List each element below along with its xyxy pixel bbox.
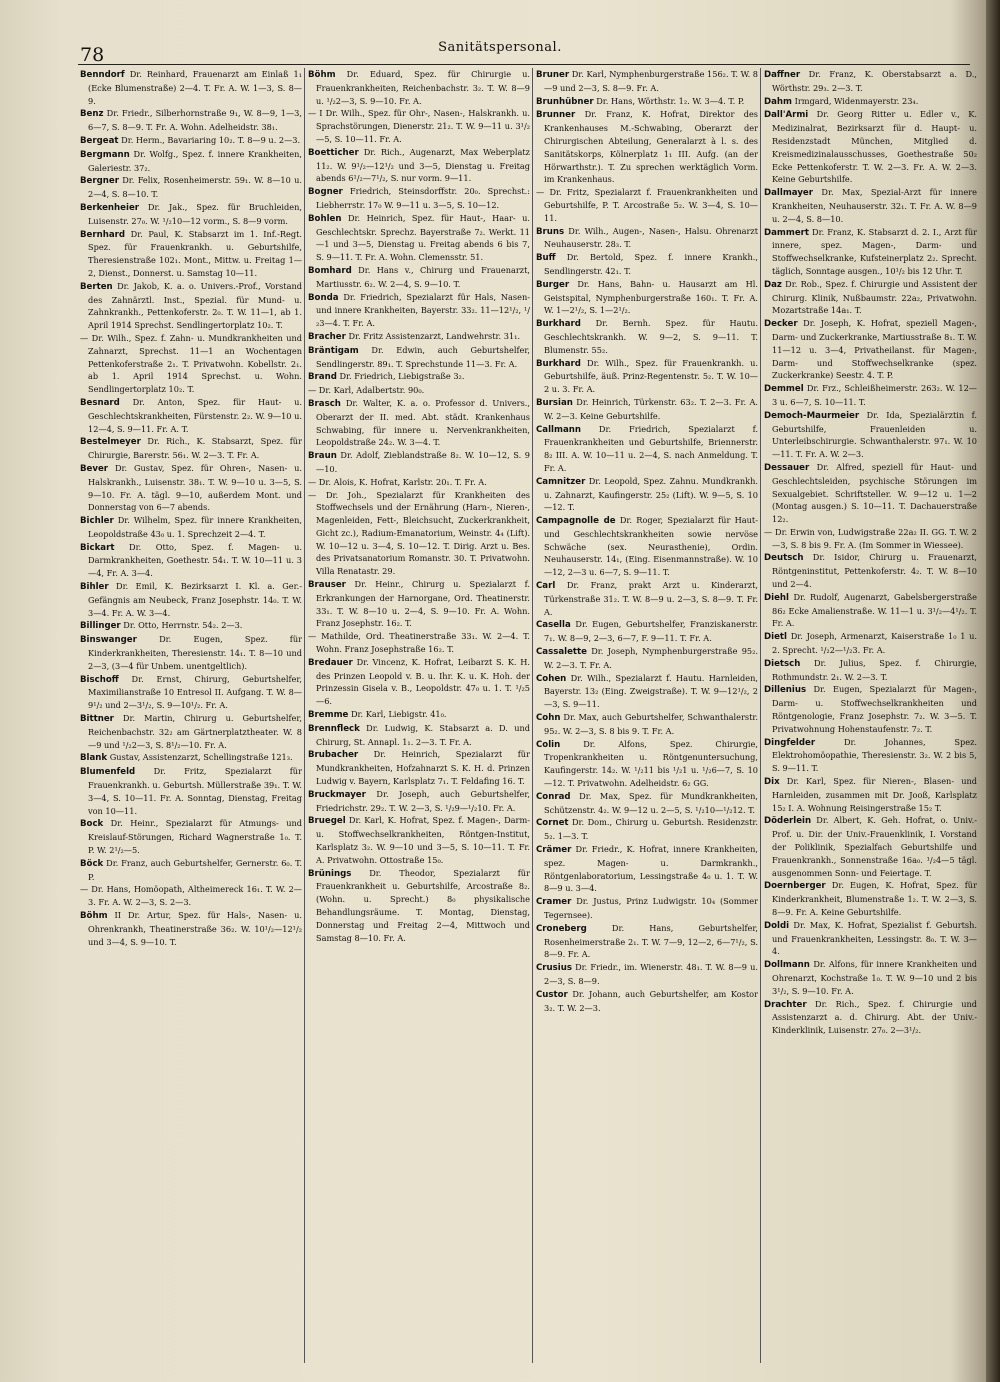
directory-entry [536,475,758,514]
entry-text: Dr. Heinrich, Spezialarzt für Mundkrankheiten, Hofzahnarzt S. K. H. d. Prinzen Ludwig v. Bayern, Karlsplatz 7₁. T. Feldafing 16. T. [316,749,530,787]
directory-entry [308,264,530,291]
entry-name: Blumenfeld [80,767,136,778]
entry-text: Dr. Rich., Spez. f. Chirurgie und Assistenzarzt a. d. Chirurg. Abt. der Univ.-Kinderklinik, Luisenstr. 27₀. 2—3¹/₂. [772,998,977,1036]
directory-entry [80,909,302,948]
entry-text: Dr. Felix, Rosenheimerstr. 59₁. W. 8—10 u. 2—4, S. 8—10. T. [88,175,302,200]
directory-entry [308,68,530,107]
entry-name: Dessauer [764,462,810,473]
entry-text: Dr. Dom., Chirurg u. Geburtsh. Residenzstr. 5₂. 1—3. T. [544,817,758,842]
directory-column-3 [536,68,758,1368]
directory-entry [80,332,302,396]
directory-entry [764,95,977,109]
entry-text: — Dr. Wilh., Spez. f. Zahn- u. Mundkrankheiten und Zahnarzt, Sprechst. 11—1 an Wochentagen Pettenkoferstraße 2₁. T. Privatwohn. Kobellstr. 2₁. ab 1. April 1914 Sprechst. u. Wohn. Sendlingertorplatz 10₂. T. [80,332,302,395]
entry-text: — Dr. Alois, K. Hofrat, Karlstr. 20₁. T. Fr. A. [308,476,487,487]
column-divider [760,68,761,1363]
entry-name: Dillenius [764,685,807,696]
directory-entry [536,711,758,738]
entry-name: Brand [308,372,337,383]
entry-text: Dr. Johannes, Spez. Elektrohomöopathie, Theresienstr. 3₂. W. 2 bis 5, S. 9—11. T. [772,736,977,774]
entry-text: Dr. Hans, Geburtshelfer, Rosenheimerstraße 2₁. T. W. 7—9, 12—2, 6—7¹/₂, S. 8—9. Fr. A. [544,922,758,960]
directory-entry [80,280,302,332]
entry-name: Brubacher [308,750,359,761]
entry-name: Conrad [536,791,571,802]
entry-name: Decker [764,319,798,330]
entry-name: Drachter [764,999,807,1010]
directory-entry [764,683,977,735]
directory-entry [80,619,302,633]
entry-text: Dr. Friedr., Silberhornstraße 9₁, W. 8—9, 1—3, 6—7, S. 8—9. T. Fr. A. Wohn. Adelheidstr. 38₁. [88,108,302,133]
entry-text: Dr. Alfred, speziell für Haut- und Geschlechtsleiden, psychische Störungen im Sexualgebiet. Schriftsteller. W. 9—12 u. 1—2 (Montag ausgen.) S. 10—11. T. Dachauerstraße 12₂. [772,461,977,525]
directory-entry [308,449,530,476]
entry-name: Brauser [308,580,346,591]
entry-name: Bergeat [80,135,119,146]
directory-entry [536,618,758,645]
entry-text: Dr. Fritz, Spezialarzt für Frauenkrankh. u. Geburtsh. Müllerstraße 39₁. T. W. 3—4, S. 10—11. Fr. A. Sonntag, Dienstag, Freitag von 10—11. [88,766,302,816]
entry-text: — Dr. Karl, Adalbertstr. 90₀. [308,385,425,396]
directory-entry [308,656,530,708]
entry-text: Dr. Joseph, Armenarzt, Kaiserstraße 1₀ 1 u. 2. Sprecht. ¹/₂2—¹/₂3. Fr. A. [772,631,977,656]
entry-text: Dr. Wilh., Spezialarzt f. Hautu. Harnleiden, Bayerstr. 13₂ (Eing. Zweigstraße). T. W. 9—12¹/₂, 2—3, S. 9—11. [544,672,758,710]
entry-name: Dingfelder [764,737,816,748]
directory-entry [536,922,758,961]
entry-name: Dall'Armi [764,110,809,121]
entry-name: Böhm [80,911,108,921]
entry-text: Dr. Adolf, Zieblandstraße 8₂. W. 10—12, S. 9—10. [316,450,530,474]
directory-entry [764,775,977,814]
entry-text: Dr. Joseph, K. Hofrat, speziell Magen-, Darm- und Zuckerkranke, Martiusstraße 8₁. T. W. 11—12 u. 3—4, Privatheilanst. für Magen-, Darm- und Stoffwechselkranke (spez. Zuckerkranke) Seestr. 4. T. P. [772,318,977,381]
directory-entry [764,317,977,382]
entry-name: Braun [308,451,337,462]
entry-name: Dix [764,777,780,788]
entry-text: Dr. Ida, Spezialärztin f. Geburtshilfe, Frauenleiden u. Unterleibschirurgie. Schwanthalerstr. 97₁. W. 10—11. T. Fr. A. W. 2—3. [772,409,977,460]
directory-entry [308,814,530,866]
entry-text: Dr. Alfons, Spez. Chirurgie, Tropenkrankheiten u. Röntgenuntersuchung, Kaufingerstr. 14₂. W. ¹/₂11 bis ¹/₂1 u. ¹/₂6—7, S. 10—12. T. Privatwohn. Adelheidstr. 6₂ GG. [544,738,758,789]
entry-text: Dr. Roger, Spezialarzt für Haut- und Geschlechtskrankheiten sowie nervöse Schwäche (sex. Neurasthenie), Ordin. Neuhauserstr. 14₁, (Eing. Eisenmannstraße). W. 10—12, 2—3 u. 6—7, S. 9—11. T. [544,515,758,578]
directory-entry [308,212,530,264]
entry-text: Dr. Max, auch Geburtshelfer, Schwanthalerstr. 95₂. W. 2—3, S. 8 bis 9. T. Fr. A. [544,712,758,736]
entry-text: Dr. Otto, Spez. f. Magen- u. Darmkrankheiten, Goethestr. 54₁. T. W. 10—11 u. 3—4, Fr. A. 3—4. [88,541,302,579]
entry-name: Brunner [536,110,576,121]
directory-entry [308,489,530,579]
entry-name: Bihler [80,582,109,593]
entry-text: Dr. Eugen, K. Hofrat, Spez. für Kinderkrankheit, Blumenstraße 1₂. T. W. 2—3, S. 8—9. Fr. A. Keine Geburtshilfe. [772,880,977,917]
entry-name: Doernberger [764,881,826,892]
entry-name: Brennfleck [308,723,360,734]
entry-text: Dr. Walter, K. a. o. Professor d. Univers., Oberarzt der II. med. Abt. städt. Krankenhaus Schwabing, für innere u. Nervenkrankheiten, Leopoldstraße 24₂. W. 3—4. T. [316,397,530,448]
entry-name: Camnitzer [536,476,586,487]
entry-text: Dr. Joseph, auch Geburtshelfer, Friedrichstr. 29₂. T. W. 2—3, S. ¹/₂9—¹/₂10. Fr. A. [316,788,530,813]
entry-text: Dr. Otto, Herrnstr. 54₂. 2—3. [123,620,243,631]
directory-entry [764,657,977,684]
page-number: 78 [80,44,105,66]
entry-name: Doldi [764,920,790,931]
entry-text: Dr. Edwin, auch Geburtshelfer, Sendlingerstr. 89₁. T. Sprechstunde 11—3. Fr. A. [316,344,530,369]
directory-column-4 [764,68,977,1368]
entry-text: Dr. Rob., Spez. f. Chirurgie und Assistent der Chirurg. Klinik, Nußbaumstr. 22a₂, Privatwohn. Mozartstraße 14a₁. T. [772,278,977,316]
directory-entry [308,344,530,371]
entry-text: Dr. Bertold, Spez. f. innere Krankh., Sendlingerstr. 42₁. T. [544,252,758,276]
directory-entry [308,397,530,449]
entry-text: Dr. Rich., K. Stabsarzt, Spez. für Chirurgie, Barerstr. 56₁. W. 2—3. T. Fr. A. [88,436,302,461]
entry-text: Dr. Paul, K. Stabsarzt im 1. Inf.-Regt. Spez. für Frauenkrankh. u. Geburtshilfe, Theresienstraße 102₁. Mont., Mittw. u. Freitag 1—2, Dienst., Donnerst. u. Samstag 10—11. [88,228,302,278]
entry-text: Dr. Karl, K. Hofrat, Spez. f. Magen-, Darm- u. Stoffwechselkrankheiten, Röntgen-Institut, Karlsplatz 3₂. W. 9—10 und 3—5, S. 10—11. T. Fr. A. Privatwohn. Ottostraße 15₀. [316,815,530,865]
directory-entry [764,68,977,95]
directory-entry [80,396,302,435]
entry-text: Dr. Reinhard, Frauenarzt am Einlaß 1₁ (Ecke Blumenstraße) 2—4. T. Fr. A. W. 1—3, S. 8—9. [88,69,302,106]
directory-entry [308,630,530,656]
entry-text: Dr. Heinr., Chirurg u. Spezialarzt f. Erkrankungen der Harnorgane, Ord. Theatinerstr. 33₁. T. W. 8—10 u. 2—4, S. 9—10. Fr. A. Wohn. Franz Josephstr. 16₂. T. [316,579,530,629]
entry-name: Cohen [536,673,567,684]
entry-text: Dr. Georg Ritter u. Edler v., K. Medizinalrat, Bezirksarzt für d. Haupt- u. Residenzstadt München, Mitglied d. Kreismedizinalausschusses, Goethestraße 50₂ Ecke Pettenkoferstr. T. W. 2—3. Fr. A. W. 2—3. Keine Geburtshilfe. [772,109,977,185]
directory-entry [764,551,977,590]
entry-text: Dr. Max, K. Hofrat, Spezialist f. Geburtsh. und Frauenkrankheiten, Lessingstr. 8₀. T. W. 3—4. [772,919,977,957]
directory-entry [536,672,758,711]
entry-name: Bruckmayer [308,789,366,800]
entry-text: Dr. Joseph, Nymphenburgerstraße 95₂. W. 2—3. T. Fr. A. [544,646,758,670]
entry-name: Bracher [308,331,346,342]
directory-entry [80,201,302,228]
directory-entry [80,107,302,134]
entry-name: Dollmann [764,960,810,971]
entry-name: Berkenheier [80,202,140,213]
entry-name: Boetticher [308,147,359,158]
entry-name: Döderlein [764,816,812,827]
directory-entry [308,748,530,787]
directory-entry [308,578,530,630]
directory-column-2 [308,68,530,1368]
entry-name: Böck [80,858,104,869]
entry-text: Dr. Julius, Spez. f. Chirurgie, Rothmundstr. 2₁. W. 2—3. T. [772,657,977,682]
entry-name: Diehl [764,592,789,603]
directory-entry [308,107,530,145]
directory-entry [536,396,758,423]
entry-name: Campagnolle de [536,516,616,527]
entry-text: Dr. Friedr., im. Wienerstr. 48₁. T. W. 8—9 u. 2—3, S. 8—9. [544,962,758,986]
directory-entry [308,146,530,185]
directory-entry [536,186,758,224]
entry-name: Blank [80,753,108,764]
directory-entry [308,291,530,330]
entry-text: Dr. Martin, Chirurg u. Geburtshelfer, Reichenbachstr. 32₂ am Gärtnerplatztheater. W. 8—9 und ¹/₂2—3, S. 8¹/₂—10. Fr. A. [88,713,302,750]
entry-text: Dr. Karl, Nymphenburgerstraße 156₂. T. W. 8—9 und 2—3, S. 8—9. Fr. A. [544,69,758,93]
directory-entry [80,462,302,514]
entry-name: Binswanger [80,635,137,646]
directory-entry [308,384,530,397]
entry-name: Bestelmeyer [80,437,141,448]
entry-name: Casella [536,620,571,631]
entry-name: Deutsch [764,553,804,564]
directory-entry [308,476,530,489]
entry-text: Dr. Vincenz, K. Hofrat, Leibarzt S. K. H. des Prinzen Leopold v. B. u. Ihr. K. u. K. Hoh. der Prinzessin Gisela v. B., Leopoldstr. 47₀ u. 1. T. ¹/₂5—6. [316,656,530,707]
directory-entry [764,736,977,775]
entry-name: Bohlen [308,213,342,224]
entry-text: Dr. Wolfg., Spez. f. innere Krankheiten, Galeriestr. 37₂. [88,148,302,173]
column-divider [532,68,533,1363]
entry-text: Dr. Rich., Augenarzt, Max Weberplatz 11₂. W. 9¹/₂—12¹/₂ und 3—5, Dienstag u. Freitag abends 6¹/₂—7¹/₂, S. nur vorm. 9—11. [316,146,530,184]
directory-entry [308,867,530,945]
directory-column-1 [80,68,302,1368]
column-divider [304,68,305,1363]
entry-text: — Dr. Fritz, Spezialarzt f. Frauenkrankheiten und Geburtshilfe, P. T. Arcostraße 5₂. W. 3—4, S. 10—11. [536,187,758,223]
entry-name: Bischoff [80,674,119,685]
directory-entry [764,958,977,997]
directory-entry [764,186,977,225]
directory-entry [308,722,530,749]
entry-text: Dr. Franz, prakt Arzt u. Kinderarzt, Türkenstraße 31₂. T. W. 8—9 u. 2—3, S. 8—9. T. Fr. A. [544,580,758,617]
entry-name: Burkhard [536,358,581,369]
entry-text: Dr. Franz, K. Hofrat, Direktor des Krankenhauses M.-Schwabing, Oberarzt der Chirurgischen Abteilung, Generalarzt à l. s. des Sanitätskorps, Kölnerplatz 1₁ III. Aufg. (an der Hörwarthstr.). T. Zu sprechen werktäglich Vorm. im Krankenhaus. [544,109,758,185]
directory-entry [536,108,758,186]
entry-text: Dr. Max, Spezial-Arzt für innere Krankheiten, Neuhauserstr. 32₁. T. Fr. A. W. 8—9 u. 2—4, S. 8—10. [772,187,977,224]
entry-name: Colin [536,739,561,750]
entry-name: Böhm [308,70,336,80]
entry-name: Crämer [536,845,572,856]
directory-entry [308,330,530,344]
entry-name: Custor [536,989,568,1000]
entry-text: Dr. Friedrich, Liebigstraße 3₂. [339,371,465,382]
directory-entry [536,514,758,579]
entry-text: Dr. Leopold, Spez. Zahnu. Mundkrankh. u. Zahnarzt, Kaufingerstr. 25₂ (Lift). W. 9—5, S. 10—12. T. [544,475,758,513]
entry-text: Dr. Bernh. Spez. für Hautu. Geschlechtskrankh. W. 9—2, S. 9—11. T. Blumenstr. 55₂. [544,318,758,355]
entry-text: Dr. Herm., Bavariaring 10₂. T. 8—9 u. 2—3. [121,134,301,145]
directory-entry [80,514,302,541]
entry-name: Brünings [308,868,352,879]
entry-text: Dr. Franz, auch Geburtshelfer, Gernerstr. 6₀. T. P. [88,857,302,882]
entry-text: Dr. Franz, K. Oberstabsarzt a. D., Wörthstr. 29₃. 2—3. T. [772,69,977,93]
directory-entry [764,919,977,958]
entry-name: Dietsch [764,658,801,669]
entry-text: Dr. Wilh., Spez. für Frauenkrankh. u. Geburtshilfe, äuß. Prinz-Regentenstr. 5₂. T. W. 10—2 u. 3. Fr. A. [544,357,758,395]
directory-entry [308,185,530,212]
directory-entry [764,998,977,1037]
entry-name: Bonda [308,292,339,303]
entry-name: Croneberg [536,923,587,934]
entry-name: Bomhard [308,265,352,276]
entry-name: Daz [764,279,782,290]
entry-name: Buff [536,253,556,264]
directory-entry [536,95,758,109]
entry-text: Dr. Heinrich, Spez. für Haut-, Haar- u. Geschlechtskr. Sprechz. Bayerstraße 7₂. Werkt. 11—1 und 3—5, Dienstag u. Freitag abends 6 bis 7, S. 9—11. T. Fr. A. Wohn. Clemensstr. 51. [316,212,530,263]
scan-edge [986,0,1000,1382]
directory-entry [536,843,758,895]
directory-entry [764,409,977,461]
entry-text: Dr. Gustav, Spez. für Ohren-, Nasen- u. Halskrankh., Luisenstr. 38₁. T. W. 9—10 u. 3—5, S. 9—10. Fr. A. tägl. 9—10, außerdem Mont. und Donnerstag von 6—7 abends. [88,462,302,513]
entry-name: Cramer [536,897,572,908]
entry-text: Dr. Fritz Assistenzarzt, Landwehrstr. 31₁. [348,330,521,341]
entry-text: — Dr. Hans, Homöopath, Altheimereck 16₁. T. W. 2—3. Fr. A. W. 2—3, S. 2—3. [80,884,302,908]
entry-name: Callmann [536,424,581,435]
entry-name: Bernhard [80,229,126,240]
directory-entry [80,541,302,580]
entry-name: Bickart [80,542,115,553]
entry-text: Dr. Albert, K. Geh. Hofrat, o. Univ.-Prof. u. Dir. der Univ.-Frauenklinik, I. Vorstand der Poliklinik, Spezialfach Geburtshilfe und Frauenkrankh., Sonnenstraße 16a₀. ¹/₂4—5 tägl. ausgenommen Sonn- und Feiertage. T. [772,815,977,878]
entry-name: Benndorf [80,70,125,80]
directory-entry [536,988,758,1015]
entry-name: Cornet [536,818,569,829]
directory-entry [536,423,758,475]
entry-name: Brunhübner [536,96,594,107]
entry-text: Dr. Isidor, Chirurg u. Frauenarzt, Röntgeninstitut, Pettenkoferstr. 4₂. T. W. 8—10 und 2—4. [772,552,977,590]
entry-text: Dr. Heinr., Spezialarzt für Atmungs- und Kreislauf-Störungen, Richard Wagnerstraße 1₀. T. P. W. 2¹/₂—5. [88,818,302,856]
entry-name: Bichler [80,516,114,527]
entry-name: Burger [536,279,570,290]
directory-entry [536,790,758,817]
directory-entry [764,278,977,317]
entry-name: Cohn [536,713,561,724]
entry-text: Dr. Eduard, Spez. für Chirurgie u. Frauenkrankheiten, Reichenbachstr. 3₂. T. W. 8—9 u. ¹/₂2—3, S. 9—10. Fr. A. [316,69,530,106]
directory-entry [80,883,302,909]
entry-name: Benz [80,109,104,120]
entry-text: Dr. Karl, Spez. für Nieren-, Blasen- und Harnleiden, zusammen mit Dr. Jooß, Karlsplatz 15₂ I. A. Wohnung Reisingerstraße 15₂ T. [772,776,977,813]
entry-text: Dr. Friedr., K. Hofrat, innere Krankheiten, spez. Magen- u. Darmkrankh., Röntgenlaboratorium, Lessingstraße 4₀ u. 1. T. W. 8—9 u. 3—4. [544,844,758,894]
entry-text: — I Dr. Wilh., Spez. für Ohr-, Nasen-, Halskrankh. u. Sprachstörungen, Dienerstr. 21₂. T. W. 9—11 u. 3¹/₂—5, S. 10—11. Fr. A. [308,108,530,144]
directory-entry [536,961,758,988]
entry-name: Dietl [764,632,787,643]
directory-entry [536,816,758,843]
entry-text: Dr. Franz, K. Stabsarzt d. 2. I., Arzt für innere, spez. Magen-, Darm- und Stoffwechselkranke, Kufsteinerplatz 2₂. Sprecht. täglich, Sonntage ausgen., 10¹/₂ bis 12 Uhr. T. [772,226,977,276]
directory-entry [536,579,758,618]
entry-text: Dr. Wilh., Augen-, Nasen-, Halsu. Ohrenarzt Neuhauserstr. 28₃. T. [544,225,758,250]
entry-name: Bruegel [308,816,346,827]
entry-name: Bever [80,463,109,474]
directory-entry [536,68,758,95]
directory-entry [536,225,758,252]
directory-entry [764,591,977,630]
directory-entry [764,526,977,552]
entry-text: Dr. Justus, Prinz Ludwigstr. 10₄ (Sommer Tegernsee). [544,896,758,920]
directory-entry [308,708,530,722]
entry-name: Brasch [308,398,341,409]
entry-name: Dallmayer [764,188,813,199]
directory-entry [80,712,302,751]
directory-entry [80,435,302,462]
entry-text: Gustav, Assistenzarzt, Schellingstraße 121₃. [109,752,293,763]
entry-text: Dr. Ernst, Chirurg, Geburtshelfer, Maximilianstraße 10 Entresol II. Aufgang. T. W. 8—9¹/₂ und 2—3¹/₂, S. 9—10¹/₂. Fr. A. [88,673,302,711]
entry-name: Bräntigam [308,345,359,356]
entry-name: Democh-Maurmeier [764,410,860,421]
entry-text: Dr. Jak., Spez. für Bruchleiden, Luisenstr. 27₀. W. ¹/₂10—12 vorm., S. 8—9 vorm. [88,201,302,226]
entry-text: II Dr. Artur, Spez. für Hals-, Nasen- u. Ohrenkrankh, Theatinerstraße 36₂. W. 10¹/₂—12¹/₂ und 3—4, S. 9—10. T. [88,910,302,947]
entry-name: Crusius [536,963,572,974]
entry-name: Bruns [536,226,565,237]
entry-text: Dr. Max, Spez. für Mundkrankheiten, Schützenstr. 4₂. W. 9—12 u. 2—5, S. ¹/₂10—¹/₂12. T. [544,790,758,815]
entry-name: Bergmann [80,149,130,160]
entry-text: Dr. Eugen, Spezialarzt für Magen-, Darm- u. Stoffwechselkrankheiten und Röntgenologie, Franz Josephstr. 7₂. W. 3—5. T. Privatwohnung Hohenstaufenstr. 7₂. T. [772,684,977,734]
entry-name: Dammert [764,227,810,238]
entry-name: Bredauer [308,657,353,668]
entry-text: Dr. Eugen, Spez. für Kinderkrankheiten, Theresienstr. 14₁. T. 8—10 und 2—3, (3—4 für Unbem. unentgeltlich). [88,634,302,671]
entry-text: — Dr. Joh., Spezialarzt für Krankheiten des Stoffwechsels und der Ernährung (Harn-, Nieren-, Magenleiden, Fett-, Bleichsucht, Zuckerkrankheit, Gicht zc.), Radium-Emanatorium, Weinstr. 4₄ (Lift). W. 10—12 u. 3—4, S. 10—12. T. Dirig. Arzt u. Bes. des Privatsanatorium Romanstr. 30. T. Privatwohn. Villa Renatastr. 29. [308,489,530,577]
entry-text: Dr. Ludwig, K. Stabsarzt a. D. und Chirurg, St. Annapl. 1₁. 2—3. T. Fr. A. [316,722,530,747]
entry-name: Bogner [308,187,343,198]
entry-text: Dr. Friedrich, Spezialarzt für Hals, Nasen- und innere Krankheiten, Bayerstr. 33₂. 11—12¹/₂, ¹/₂3—4. T. Fr. A. [316,291,530,329]
directory-entry [80,673,302,712]
entry-name: Bruner [536,70,570,80]
entry-name: Besnard [80,397,120,408]
entry-text: Dr. Rudolf, Augenarzt, Gabelsbergerstraße 86₂ Ecke Amalienstraße. W. 11—1 u. 3¹/₂—4¹/₂. T. Fr. A. [772,591,977,629]
header-rule [78,64,970,65]
entry-name: Billinger [80,621,121,632]
directory-entry [536,357,758,396]
entry-text: Dr. Jakob, K. a. o. Univers.-Prof., Vorstand des Zahnärztl. Inst., Spezial. für Mund- u. Zahnkrankh., Pettenkoferstr. 2₀. T. W. 11—1, ab 1. April 1914 Sprechst. Sendlingertorplatz 10₂. T. [88,280,302,331]
directory-entry [764,226,977,278]
entry-text: Dr. Hans, Bahn- u. Hausarzt am Hl. Geistspital, Nymphenburgerstraße 160₁. T. Fr. A. W. 1—2¹/₂, S. 1—2¹/₂. [544,278,758,316]
directory-entry [764,461,977,526]
directory-entry [80,817,302,856]
entry-text: Dr. Karl, Liebigstr. 41₀. [350,709,447,720]
entry-name: Bock [80,819,104,830]
directory-entry [764,630,977,657]
entry-text: — Dr. Erwin von, Ludwigstraße 22a₂ II. GG. T. W. 2—3, S. 8 bis 9. Fr. A. (Im Sommer in Wiessee). [764,526,977,550]
directory-entry [764,814,977,879]
entry-text: Dr. Johann, auch Geburtshelfer, am Kostor 3₂. T. W. 2—3. [544,988,758,1013]
directory-entry [308,370,530,384]
directory-entry [80,857,302,884]
entry-name: Dahm [764,96,793,107]
directory-entry [80,751,302,765]
directory-entry [536,317,758,356]
page-header-title: Sanitätspersonal. [438,40,562,55]
entry-text: Dr. Wilhelm, Spez. für innere Krankheiten, Leopoldstraße 43₀ u. 1. Sprechzeit 2—4. T. [88,515,302,539]
entry-name: Bremme [308,710,349,721]
directory-entry [764,879,977,918]
directory-entry [536,278,758,317]
directory-entry [80,134,302,148]
entry-name: Demmel [764,384,804,395]
entry-text: Dr. Theodor, Spezialarzt für Frauenkrankheit u. Geburtshilfe, Arcostraße 8₂. (Wohn. u. Sprecht.) 8₀ physikalische Behandlungsräume. T. Montag, Dienstag, Donnerstag und Freitag 2—4, Mittwoch und Samstag 8—10. Fr. A. [316,867,530,943]
directory-entry [80,68,302,107]
entry-name: Carl [536,581,556,592]
entry-text: Dr. Hans v., Chirurg und Frauenarzt, Martiusstr. 6₂. W. 2—4, S. 9—10. T. [316,264,530,289]
directory-entry [80,765,302,817]
entry-name: Bittner [80,714,114,725]
entry-text: Dr. Alfons, für innere Krankheiten und Ohrenarzt, Kochstraße 1₀. T. W. 9—10 und 2 bis 3¹/₂, S. 9—10. Fr. A. [772,959,977,996]
entry-text: Dr. Hans, Wörthstr. 1₂. W. 3—4. T. P. [596,95,745,106]
entry-name: Burkhard [536,319,581,330]
directory-entry [764,108,977,186]
entry-text: Dr. Anton, Spez. für Haut- u. Geschlechtskrankheiten, Fürstenstr. 2₂. W. 9—10 u. 12—4, S. 9—11. Fr. A. T. [88,396,302,434]
entry-text: Irmgard, Widenmayerstr. 23₄. [794,95,919,106]
directory-entry [308,788,530,815]
directory-entry [80,228,302,280]
directory-entry [536,895,758,922]
entry-name: Berten [80,281,113,292]
directory-entry [536,645,758,672]
entry-text: — Mathilde, Ord. Theatinerstraße 33₁. W. 2—4. T. Wohn. Franz Josephstraße 16₂. T. [308,631,530,655]
directory-entry [80,148,302,175]
entry-text: Dr. Heinrich, Türkenstr. 63₂. T. 2—3. Fr. A. W. 2—3. Keine Geburtshilfe. [544,396,758,421]
entry-name: Daffner [764,70,801,80]
entry-name: Cassalette [536,647,587,658]
entry-text: Dr. Friedrich, Spezialarzt f. Frauenkrankheiten und Geburtshilfe, Briennerstr. 8₂ III. A. W. 10—11 u. 2—4, S. nach Anmeldung. T. Fr. A. [544,423,758,473]
entry-text: Dr. Emil, K. Bezirksarzt I. Kl. a. Ger.-Gefängnis am Neubeck, Franz Josephstr. 14₀. T. W. 3—4. Fr. A. W. 3—4. [88,581,302,618]
entry-text: Dr. Frz., Schleißheimerstr. 263₂. W. 12—3 u. 6—7, S. 10—11. T. [772,383,977,407]
entry-text: Dr. Eugen, Geburtshelfer, Franziskanerstr. 7₁. W. 8—9, 2—3, 6—7, F. 9—11. T. Fr. A. [544,619,758,644]
directory-entry [536,738,758,790]
directory-entry [80,174,302,201]
directory-entry [536,251,758,278]
directory-entry [80,633,302,672]
entry-name: Bursian [536,397,573,408]
entry-name: Bergner [80,176,119,187]
directory-entry [80,580,302,619]
directory-entry [764,382,977,409]
entry-text: Friedrich, Steinsdorffstr. 20₀. Sprechst.: Liebherrstr. 17₀ W. 9—11 u. 3—5, S. 10—12. [316,186,530,210]
